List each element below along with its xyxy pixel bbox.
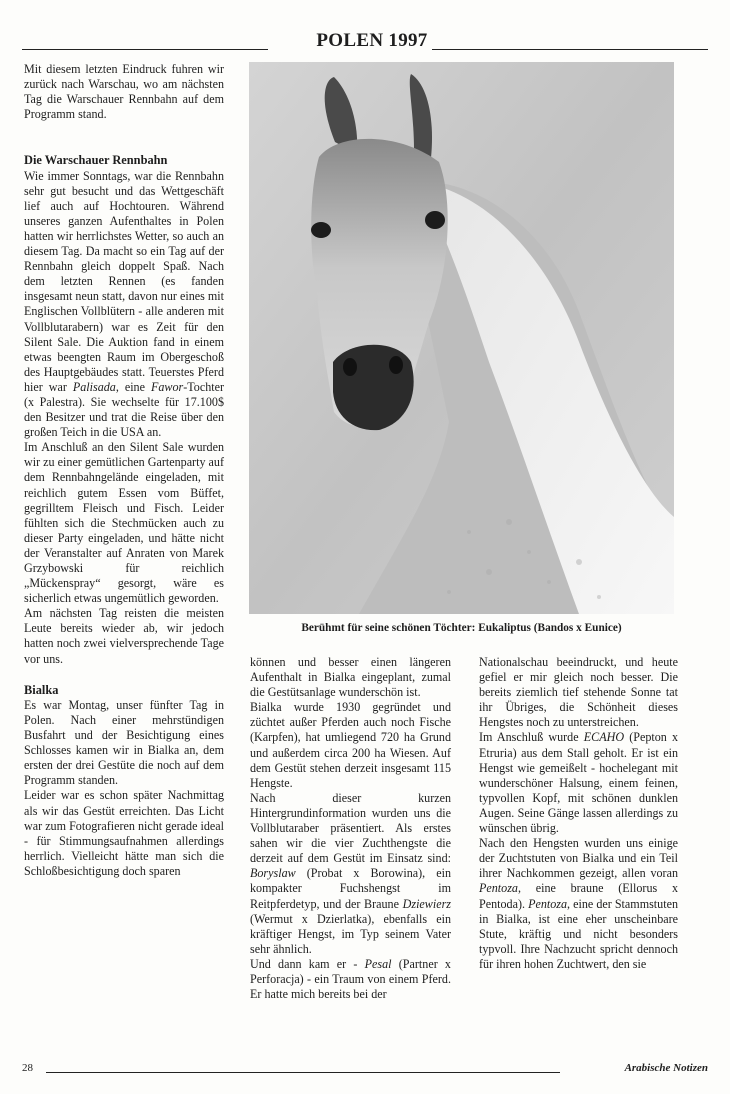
text-column-3 xyxy=(479,655,678,972)
col2-paragraph-1: können und besser einen längeren Aufenthalt in Bialka eingeplant, zumal die Gestütsanlage wunderschön ist. xyxy=(250,655,451,700)
col2-paragraph-3: Nach dieser kurzen Hintergrundinformation wurden uns die Vollblutaraber präsentiert. Als erstes sahen wir die vier Zuchthengste die derzeit auf dem Gestüt im Einsatz sind: Boryslaw (Probat x Borowina), ein kompakter Fuchshengst im Reitpferdetyp, und der Braune Dziewierz (Wermut x Dzierlatka), ebenfalls ein kräftiger Hengst, im Typ seinem Vater sehr ähnlich. xyxy=(250,790,451,956)
horse-photo xyxy=(249,62,674,614)
heading-warschauer-rennbahn: Die Warschauer Rennbahn xyxy=(24,153,168,168)
col2-paragraph-4: Und dann kam er - Pesal (Partner x Perforacja) - ein Traum von einem Pferd. Er hatte mich bereits bei der xyxy=(250,956,451,1002)
header-rule-right xyxy=(432,49,708,50)
col2-paragraph-2: Bialka wurde 1930 gegründet und züchtet außer Pferden auch noch Fische (Karpfen), hat umliegend 720 ha Grund und außerdem circa 200 ha Wiesen. Auf dem Gestüt stehen derzeit insgesamt 115 Hengste. xyxy=(250,700,451,790)
text-column-2 xyxy=(250,655,451,1002)
bialka-paragraph-1: Es war Montag, unser fünfter Tag in Polen. Nach einer mehrstündigen Busfahrt und der Besichtigung eines Schlosses kamen wir in Bialka an, dem ersten der drei Gestüte die noch auf dem Programm standen. xyxy=(24,697,224,788)
page-footer xyxy=(22,1062,708,1078)
section-title: POLEN 1997 xyxy=(316,30,428,51)
intro-paragraph: Mit diesem letzten Eindruck fuhren wir zurück nach Warschau, wo am nächsten Tag die Warschauer Rennbahn auf dem Programm stand. xyxy=(24,62,224,122)
bialka-paragraph-2: Leider war es schon später Nachmittag als wir das Gestüt erreichten. Das Licht war zum Fotografieren nicht gerade ideal - für Stimmungsaufnahmen allerdings herrlich. Vielleicht hätte man sich die Schloßbesichtigung doch sparen xyxy=(24,788,224,878)
col3-paragraph-1: Nationalschau beeindruckt, und heute gefiel er mir gleich noch besser. Die bereits ziemlich tief stehende Sonne tat ihr Übriges, die Schönheit dieses Hengstes noch zu unterstreichen. xyxy=(479,655,678,730)
rennbahn-paragraph-1: Wie immer Sonntags, war die Rennbahn sehr gut besucht und das Wettgeschäft lief auch auf Hochtouren. Während unseres ganzen Aufenthaltes in Polen hatten wir herrlichstes Wetter, so auch an diesem Tag. Da macht so ein Tag auf der Rennbahn gleich doppelt Spaß. Nach dem letzten Rennen (es fanden insgesamt neun statt, davon nur eines mit Englischen Vollblütern - alle anderen mit Vollblutarabern) war es Zeit für den Silent Sale. Die Auktion fand in einem etwas beengten Raum im Obergeschoß des Hauptgebäudes statt. Teuerstes Pferd hier war Palisada, eine Fawor-Tochter (x Palestra). Sie wechselte für 17.100$ den Besitzer und trat die Reise über den großen Teich in die USA an. xyxy=(24,168,224,440)
rennbahn-paragraph-2: Im Anschluß an den Silent Sale wurden wir zu einer gemütlichen Gartenparty auf dem Rennbahngelände eingeladen, mit reichlich gutem Essen vom Büffet, gegrilltem Fleisch und Fisch. Leider fühlten sich die Stechmücken auch zu dieser Party eingeladen, und hätte nicht der Veranstalter auf Anraten von Marek Grzybowski für reichlich „Mückenspray“ gesorgt, wäre es sicherlich etwas ungemütlich geworden. xyxy=(24,440,224,606)
photo-caption: Berühmt für seine schönen Töchter: Eukaliptus (Bandos x Eunice) xyxy=(301,622,622,634)
page-number: 28 xyxy=(22,1062,33,1074)
journal-name: Arabische Notizen xyxy=(624,1062,708,1074)
header-rule-left xyxy=(22,49,268,50)
text-column-1 xyxy=(24,62,224,879)
page-header xyxy=(22,30,708,54)
footer-rule xyxy=(46,1072,560,1073)
heading-bialka: Bialka xyxy=(24,682,59,697)
rennbahn-paragraph-3: Am nächsten Tag reisten die meisten Leute bereits wieder ab, wir jedoch hatten noch zwei vielversprechende Tage vor uns. xyxy=(24,606,224,666)
col3-paragraph-3: Nach den Hengsten wurden uns einige der Zuchtstuten von Bialka und ein Teil ihrer Nachkommen gezeigt, allen voran Pentoza, eine braune (Ellorus x Pentoda). Pentoza, eine der Stammstuten in Bialka, ist eine eher unscheinbare Stute, kräftig und nicht besonders typvoll. Ihre Nachzucht spricht dennoch für ihren hohen Zuchtwert, den sie xyxy=(479,836,678,971)
col3-paragraph-2: Im Anschluß wurde ECAHO (Pepton x Etruria) aus dem Stall geholt. Er ist ein Hengst wie gemeißelt - hochelegant mit wunderschöner Halsung, einem feinen, typvollen Kopf, mit schönen dunklen Augen. Seine Gänge lassen allerdings zu wünschen übrig. xyxy=(479,730,678,836)
